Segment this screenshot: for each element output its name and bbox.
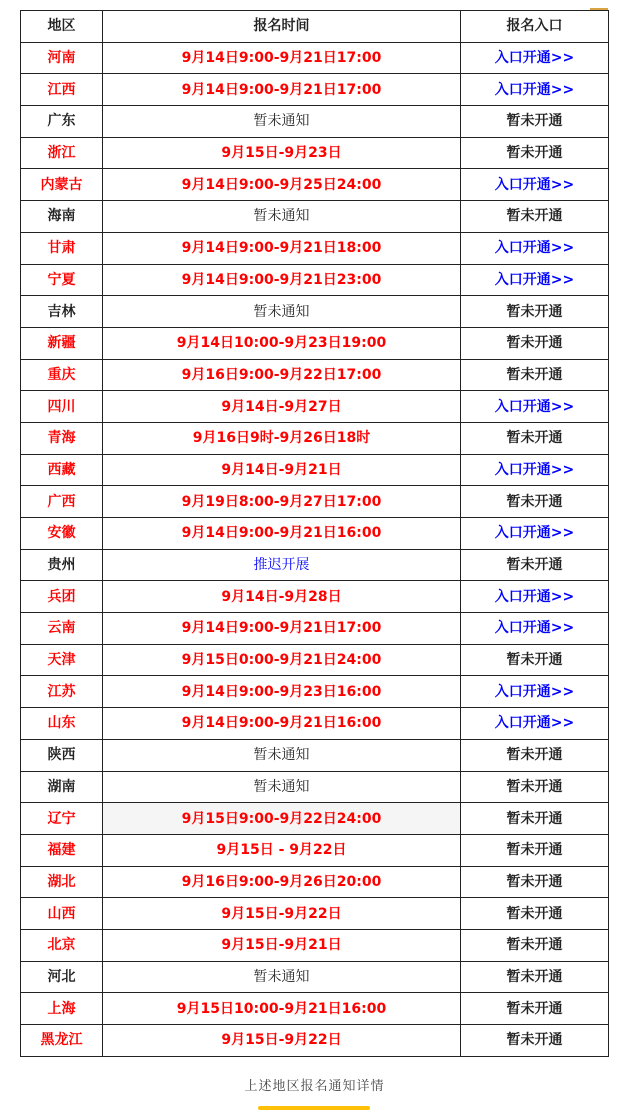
entry-status: 暂未开通 xyxy=(461,359,609,391)
region-cell: 湖北 xyxy=(21,866,103,898)
time-cell: 9月14日-9月21日 xyxy=(103,454,461,486)
entry-status: 暂未开通 xyxy=(461,993,609,1025)
footer-accent-bar xyxy=(258,1106,370,1110)
table-row xyxy=(21,74,609,106)
region-cell: 西藏 xyxy=(21,454,103,486)
table-row xyxy=(21,708,609,740)
table-row xyxy=(21,422,609,454)
time-cell: 9月19日8:00-9月27日17:00 xyxy=(103,486,461,518)
table-row xyxy=(21,581,609,613)
region-cell: 兵团 xyxy=(21,581,103,613)
entry-link[interactable]: 入口开通>> xyxy=(461,232,609,264)
entry-link[interactable]: 入口开通>> xyxy=(461,518,609,550)
entry-status: 暂未开通 xyxy=(461,422,609,454)
time-cell: 9月14日-9月27日 xyxy=(103,391,461,423)
entry-link[interactable]: 入口开通>> xyxy=(461,42,609,74)
region-cell: 云南 xyxy=(21,613,103,645)
time-cell: 9月14日9:00-9月21日17:00 xyxy=(103,42,461,74)
table-row xyxy=(21,106,609,138)
table-row xyxy=(21,676,609,708)
region-cell: 天津 xyxy=(21,644,103,676)
entry-link[interactable]: 入口开通>> xyxy=(461,264,609,296)
region-cell: 广西 xyxy=(21,486,103,518)
table-row xyxy=(21,866,609,898)
time-cell: 9月15日-9月21日 xyxy=(103,929,461,961)
table-row xyxy=(21,232,609,264)
time-cell: 暂未通知 xyxy=(103,296,461,328)
region-cell: 福建 xyxy=(21,834,103,866)
region-cell: 河南 xyxy=(21,42,103,74)
table-row xyxy=(21,454,609,486)
table-row xyxy=(21,898,609,930)
table-row xyxy=(21,771,609,803)
entry-status: 暂未开通 xyxy=(461,201,609,233)
time-cell: 9月16日9:00-9月22日17:00 xyxy=(103,359,461,391)
entry-status: 暂未开通 xyxy=(461,771,609,803)
time-cell: 9月14日9:00-9月21日18:00 xyxy=(103,232,461,264)
time-cell: 9月14日9:00-9月21日17:00 xyxy=(103,613,461,645)
time-cell: 9月16日9:00-9月26日20:00 xyxy=(103,866,461,898)
time-cell: 9月14日-9月28日 xyxy=(103,581,461,613)
table-row xyxy=(21,486,609,518)
time-cell: 9月14日10:00-9月23日19:00 xyxy=(103,327,461,359)
registration-table xyxy=(20,10,609,1057)
table-row xyxy=(21,327,609,359)
table-row xyxy=(21,644,609,676)
time-cell: 暂未通知 xyxy=(103,106,461,138)
region-cell: 贵州 xyxy=(21,549,103,581)
entry-link[interactable]: 入口开通>> xyxy=(461,391,609,423)
region-cell: 上海 xyxy=(21,993,103,1025)
region-cell: 内蒙古 xyxy=(21,169,103,201)
time-cell: 9月15日0:00-9月21日24:00 xyxy=(103,644,461,676)
time-cell: 9月14日9:00-9月21日16:00 xyxy=(103,708,461,740)
region-cell: 新疆 xyxy=(21,327,103,359)
time-cell: 9月14日9:00-9月21日17:00 xyxy=(103,74,461,106)
entry-link[interactable]: 入口开通>> xyxy=(461,74,609,106)
table-row xyxy=(21,739,609,771)
region-cell: 青海 xyxy=(21,422,103,454)
time-cell: 推迟开展 xyxy=(103,549,461,581)
time-cell: 9月15日9:00-9月22日24:00 xyxy=(103,803,461,835)
footer-note: 上述地区报名通知详情 xyxy=(244,1079,385,1094)
table-row xyxy=(21,803,609,835)
table-row xyxy=(21,391,609,423)
table-row xyxy=(21,834,609,866)
entry-status: 暂未开通 xyxy=(461,549,609,581)
region-cell: 甘肃 xyxy=(21,232,103,264)
time-cell: 暂未通知 xyxy=(103,771,461,803)
region-cell: 广东 xyxy=(21,106,103,138)
time-cell: 9月14日9:00-9月25日24:00 xyxy=(103,169,461,201)
table-row xyxy=(21,264,609,296)
entry-status: 暂未开通 xyxy=(461,644,609,676)
entry-status: 暂未开通 xyxy=(461,296,609,328)
entry-link[interactable]: 入口开通>> xyxy=(461,613,609,645)
time-cell: 9月14日9:00-9月21日16:00 xyxy=(103,518,461,550)
region-cell: 四川 xyxy=(21,391,103,423)
time-cell: 9月14日9:00-9月21日23:00 xyxy=(103,264,461,296)
entry-status: 暂未开通 xyxy=(461,866,609,898)
table-row xyxy=(21,1025,609,1057)
entry-status: 暂未开通 xyxy=(461,834,609,866)
table-row xyxy=(21,929,609,961)
entry-status: 暂未开通 xyxy=(461,929,609,961)
table-row xyxy=(21,961,609,993)
entry-link[interactable]: 入口开通>> xyxy=(461,454,609,486)
table-row xyxy=(21,359,609,391)
region-cell: 江苏 xyxy=(21,676,103,708)
header-time: 报名时间 xyxy=(103,11,461,43)
table-header-row xyxy=(21,11,609,43)
time-cell: 9月15日 - 9月22日 xyxy=(103,834,461,866)
region-cell: 吉林 xyxy=(21,296,103,328)
entry-status: 暂未开通 xyxy=(461,137,609,169)
entry-link[interactable]: 入口开通>> xyxy=(461,708,609,740)
entry-status: 暂未开通 xyxy=(461,486,609,518)
region-cell: 安徽 xyxy=(21,518,103,550)
time-cell: 9月15日-9月22日 xyxy=(103,898,461,930)
region-cell: 浙江 xyxy=(21,137,103,169)
table-row xyxy=(21,137,609,169)
table-row xyxy=(21,518,609,550)
table-row xyxy=(21,613,609,645)
entry-link[interactable]: 入口开通>> xyxy=(461,676,609,708)
entry-status: 暂未开通 xyxy=(461,898,609,930)
entry-status: 暂未开通 xyxy=(461,803,609,835)
time-cell: 暂未通知 xyxy=(103,201,461,233)
entry-status: 暂未开通 xyxy=(461,106,609,138)
table-row xyxy=(21,201,609,233)
table-row xyxy=(21,42,609,74)
entry-status: 暂未开通 xyxy=(461,739,609,771)
region-cell: 陕西 xyxy=(21,739,103,771)
time-cell: 暂未通知 xyxy=(103,961,461,993)
entry-status: 暂未开通 xyxy=(461,1025,609,1057)
region-cell: 北京 xyxy=(21,929,103,961)
region-cell: 江西 xyxy=(21,74,103,106)
time-cell: 9月15日10:00-9月21日16:00 xyxy=(103,993,461,1025)
entry-status: 暂未开通 xyxy=(461,327,609,359)
table-row xyxy=(21,993,609,1025)
region-cell: 宁夏 xyxy=(21,264,103,296)
entry-link[interactable]: 入口开通>> xyxy=(461,581,609,613)
time-cell: 9月16日9时-9月26日18时 xyxy=(103,422,461,454)
region-cell: 黑龙江 xyxy=(21,1025,103,1057)
region-cell: 海南 xyxy=(21,201,103,233)
table-row xyxy=(21,169,609,201)
entry-status: 暂未开通 xyxy=(461,961,609,993)
table-row xyxy=(21,296,609,328)
region-cell: 山东 xyxy=(21,708,103,740)
region-cell: 河北 xyxy=(21,961,103,993)
time-cell: 暂未通知 xyxy=(103,739,461,771)
time-cell: 9月15日-9月22日 xyxy=(103,1025,461,1057)
time-cell: 9月14日9:00-9月23日16:00 xyxy=(103,676,461,708)
entry-link[interactable]: 入口开通>> xyxy=(461,169,609,201)
header-entry: 报名入口 xyxy=(461,11,609,43)
region-cell: 山西 xyxy=(21,898,103,930)
region-cell: 重庆 xyxy=(21,359,103,391)
time-cell: 9月15日-9月23日 xyxy=(103,137,461,169)
table-row xyxy=(21,549,609,581)
region-cell: 辽宁 xyxy=(21,803,103,835)
region-cell: 湖南 xyxy=(21,771,103,803)
header-region: 地区 xyxy=(21,11,103,43)
